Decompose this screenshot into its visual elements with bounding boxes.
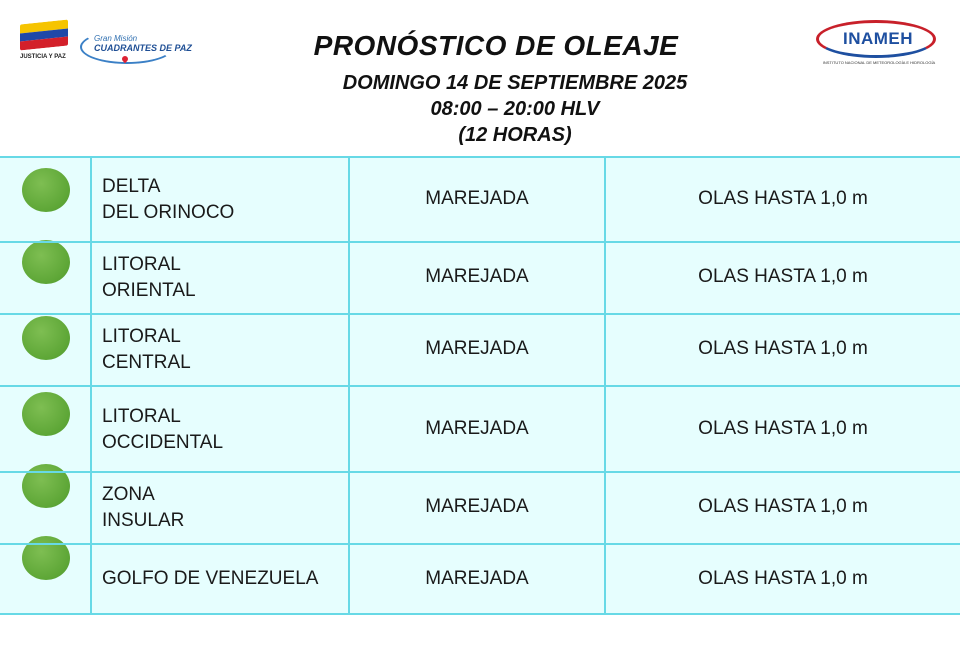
inameh-logo	[816, 20, 940, 64]
logo-caption: JUSTICIA Y PAZ	[20, 54, 66, 60]
zone-name: GOLFO DE VENEZUELA	[102, 568, 319, 589]
wave-height: OLAS HASTA 1,0 m	[698, 266, 868, 287]
logo-text-line1: Gran Misión	[94, 34, 138, 43]
table-divider	[0, 471, 960, 473]
header	[0, 0, 960, 156]
status-indicator-icon	[22, 392, 70, 436]
logo-text-line2: CUADRANTES DE PAZ	[94, 43, 192, 53]
table-row	[0, 156, 960, 242]
duration-line: (12 HORAS)	[458, 124, 572, 146]
inameh-wordmark: INAMEH	[842, 29, 914, 48]
table-row	[0, 314, 960, 386]
wave-height: OLAS HASTA 1,0 m	[698, 188, 868, 209]
zone-name: ZONA INSULAR	[102, 484, 185, 531]
sea-state: MAREJADA	[425, 338, 529, 359]
sea-state: MAREJADA	[425, 418, 529, 439]
wave-height: OLAS HASTA 1,0 m	[698, 568, 868, 589]
status-indicator-icon	[22, 240, 70, 284]
table-divider	[0, 613, 960, 615]
sea-state: MAREJADA	[425, 188, 529, 209]
table-row	[0, 544, 960, 614]
inameh-subtitle: INSTITUTO NACIONAL DE METEOROLOGÍA E HIDROLOGÍA	[822, 60, 936, 65]
wave-height: OLAS HASTA 1,0 m	[698, 418, 868, 439]
table-row	[0, 242, 960, 314]
status-indicator-icon	[22, 316, 70, 360]
date-line: DOMINGO 14 DE SEPTIEMBRE 2025	[342, 72, 688, 94]
zone-name: DELTA DEL ORINOCO	[102, 176, 235, 223]
sea-state: MAREJADA	[425, 496, 529, 517]
zone-name: LITORAL OCCIDENTAL	[102, 406, 224, 453]
table-row	[0, 472, 960, 544]
wave-height: OLAS HASTA 1,0 m	[698, 338, 868, 359]
sea-state: MAREJADA	[425, 266, 529, 287]
table-row	[0, 386, 960, 472]
page-title: PRONÓSTICO DE OLEAJE	[313, 30, 679, 61]
zone-name: LITORAL ORIENTAL	[102, 254, 196, 301]
table-divider	[0, 313, 960, 315]
status-indicator-icon	[22, 168, 70, 212]
table-divider	[0, 543, 960, 545]
sea-state: MAREJADA	[425, 568, 529, 589]
time-line: 08:00 – 20:00 HLV	[430, 98, 600, 120]
wave-height: OLAS HASTA 1,0 m	[698, 496, 868, 517]
table-divider	[0, 156, 960, 158]
table-divider	[0, 241, 960, 243]
zone-name: LITORAL CENTRAL	[102, 326, 191, 373]
table-divider	[0, 385, 960, 387]
